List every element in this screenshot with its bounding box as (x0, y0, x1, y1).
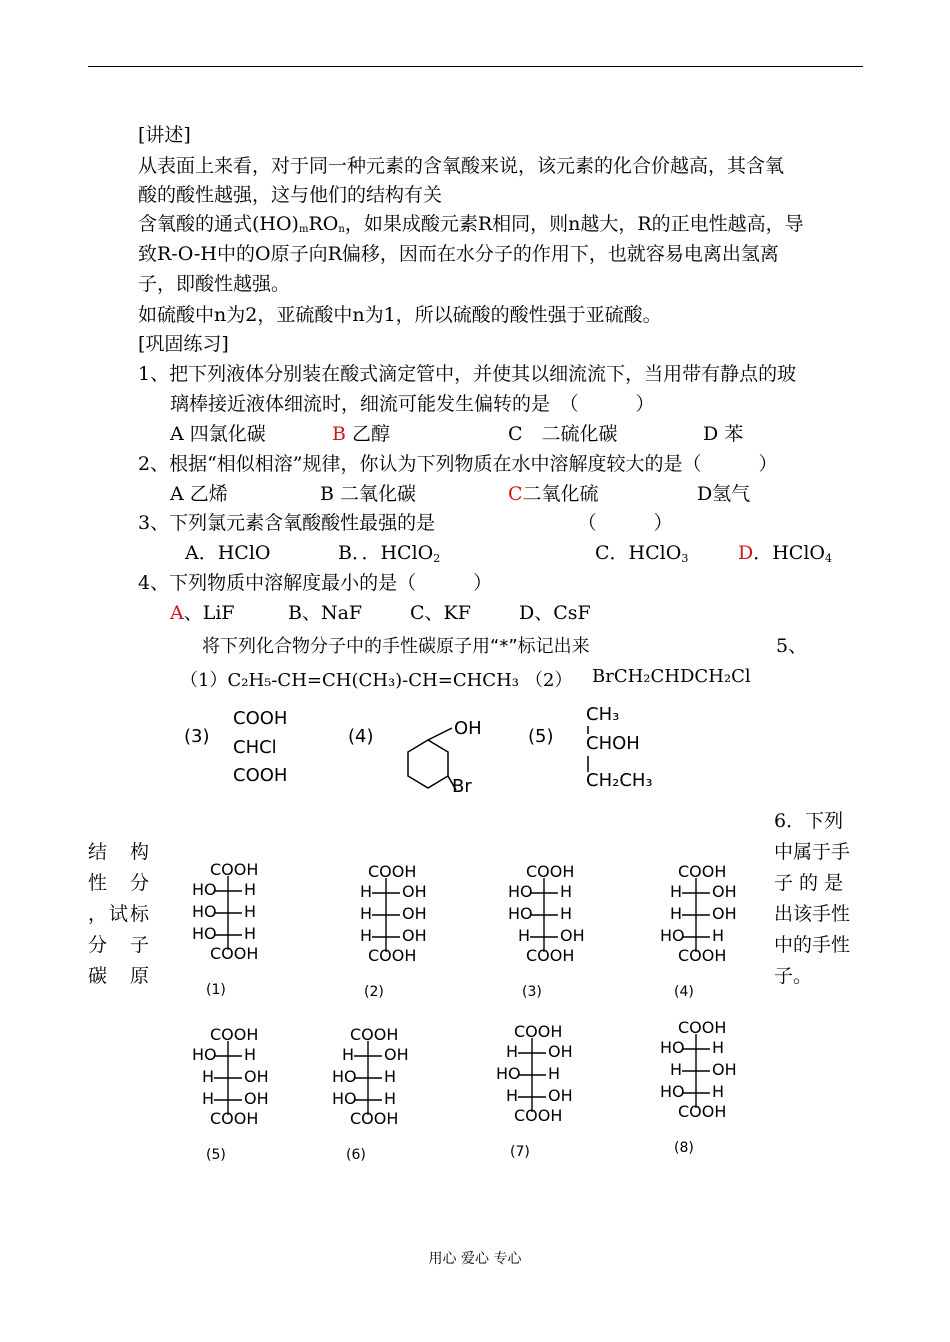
q5-compound-5-label: (5) (528, 726, 554, 747)
para2-part-c: ，如果成酸元素R相同，则n越大，R的正电性越高，导 (344, 213, 804, 235)
q1-option-b (332, 420, 390, 449)
q6-left-line: ，试标 (88, 903, 152, 925)
fischer-projection (482, 1022, 592, 1160)
q5-compound-2-label: （2） (525, 670, 573, 691)
q3-option-b-text: B．．HClO (338, 542, 434, 564)
fischer-right-group: H (712, 1082, 725, 1101)
fischer-left-group: HO (496, 1064, 521, 1083)
q4-option-d: D、CsF (519, 602, 591, 624)
para2-sub-n: n (338, 224, 345, 235)
q1-option-a: A 四氯化碳 (170, 423, 266, 445)
q4-option-c: C、KF (410, 602, 471, 624)
q5-compound-4-label: (4) (348, 726, 374, 747)
fischer-right-group: OH (560, 926, 585, 945)
q5-compound-3-top: COOH (233, 708, 288, 729)
q3-option-c (595, 539, 688, 573)
fischer-left-group: H (360, 904, 373, 923)
fischer-right-group: OH (712, 1060, 737, 1079)
fischer-right-group: OH (548, 1042, 573, 1061)
para2-line2: 致R-O-H中的O原子向R偏移，因而在水分子的作用下，也就容易电离出氢离 (138, 243, 779, 265)
q3-option-b-sub: 2 (433, 552, 441, 565)
fischer-top-group: COOH (514, 1022, 563, 1041)
fischer-top-group: COOH (678, 1018, 727, 1037)
q4-option-a (170, 599, 235, 628)
fischer-label: (1) (206, 982, 226, 998)
fischer-projection (178, 1025, 288, 1163)
q2-stem: 2、根据“相似相溶”规律，你认为下列物质在水中溶解度较大的是（ ） (138, 453, 778, 475)
fischer-left-group: HO (332, 1089, 357, 1108)
header-rule (88, 66, 863, 67)
q5-compound-3-mid: CHCl (233, 737, 277, 758)
fischer-left-group: HO (508, 904, 533, 923)
fischer-bottom-group: COOH (350, 1109, 399, 1128)
fischer-right-group: OH (402, 882, 427, 901)
fischer-left-group: H (670, 1060, 683, 1079)
q3-option-c-text: C．HClO (595, 542, 682, 564)
fischer-left-group: H (670, 904, 683, 923)
fischer-projection (318, 1025, 428, 1163)
fischer-top-group: COOH (350, 1025, 399, 1044)
q6-right-line: 中属于手 (774, 841, 851, 863)
para1-line1: 从表面上来看，对于同一种元素的含氧酸来说，该元素的化合价越高，其含氧 (138, 155, 785, 177)
q2-option-d: D氢气 (697, 483, 751, 505)
fischer-left-group: H (202, 1067, 215, 1086)
q2-option-c (508, 480, 599, 509)
q6-right-line: 出该手性 (774, 903, 851, 925)
fischer-left-group: HO (192, 924, 217, 943)
q3-option-d (738, 539, 832, 573)
q5-compound-2: BrCH₂CHDCH₂Cl (592, 666, 751, 687)
fischer-label: (7) (510, 1144, 530, 1160)
fischer-right-group: H (560, 904, 573, 923)
q3-option-d-sub: 4 (825, 552, 832, 565)
q6-right-line: 中的手性 (774, 934, 851, 956)
fischer-top-group: COOH (368, 862, 417, 881)
fischer-right-group: OH (244, 1089, 269, 1108)
q5-number: 5、 (776, 635, 808, 657)
fischer-left-group: H (360, 926, 373, 945)
fischer-label: (3) (522, 984, 542, 1000)
q3-option-a: A．HClO (185, 542, 271, 564)
fischer-left-group: HO (508, 882, 533, 901)
fischer-top-group: COOH (678, 862, 727, 881)
q6-right-line: 子。 (774, 965, 813, 987)
fischer-left-group: H (518, 926, 531, 945)
q3-option-c-sub: 3 (681, 552, 689, 565)
fischer-right-group: OH (402, 926, 427, 945)
fischer-left-group: H (202, 1089, 215, 1108)
fischer-top-group: COOH (526, 862, 575, 881)
q5-compound-4-br: Br (452, 776, 472, 797)
q5-title: 将下列化合物分子中的手性碳原子用“*”标记出来 (202, 636, 590, 657)
fischer-bottom-group: COOH (526, 946, 575, 965)
fischer-projection (494, 862, 604, 1000)
fischer-left-group: HO (192, 1045, 217, 1064)
q1-option-b-text: 乙醇 (345, 423, 391, 445)
q1-line2: 璃棒接近液体细流时，细流可能发生偏转的是 （ ） (170, 393, 655, 415)
fischer-left-group: H (670, 882, 683, 901)
q5-compound-4-oh: OH (454, 718, 482, 739)
para2-sub-m: m (298, 224, 309, 235)
q3-stem: 3、下列氯元素含氧酸酸性最强的是 （ ） (138, 512, 673, 534)
q3-answer-letter: D (738, 542, 754, 564)
fischer-left-group: H (342, 1045, 355, 1064)
section-practice-heading: [巩固练习] (138, 333, 229, 355)
fischer-top-group: COOH (210, 1025, 259, 1044)
fischer-right-group: OH (548, 1086, 573, 1105)
q4-option-a-text: 、LiF (183, 602, 235, 624)
q5-compound-5-bonds (585, 722, 591, 782)
fischer-left-group: H (360, 882, 373, 901)
fischer-label: (2) (364, 984, 384, 1000)
para3: 如硫酸中n为2，亚硫酸中n为1，所以硫酸的酸性强于亚硫酸。 (138, 304, 662, 326)
fischer-right-group: H (560, 882, 573, 901)
fischer-label: (8) (674, 1140, 694, 1156)
fischer-bottom-group: COOH (368, 946, 417, 965)
section-lecture-heading: [讲述] (138, 124, 191, 146)
para2-part-a: 含氧酸的通式(HO) (138, 213, 299, 235)
q6-left-line: 性 分 (88, 872, 152, 894)
q6-left-text (88, 837, 151, 992)
q4-answer-letter: A (170, 602, 184, 624)
q1-answer-letter: B (332, 423, 346, 445)
q1-option-d: D 苯 (703, 423, 744, 445)
q5-compound-3-label: (3) (184, 726, 210, 747)
fischer-projection (336, 862, 446, 1000)
fischer-left-group: HO (192, 902, 217, 921)
q6-left-line: 分 子 (88, 934, 152, 956)
page-footer: 用心 爱心 专心 (428, 1251, 522, 1267)
para2-part-b: RO (308, 213, 339, 235)
fischer-left-group: H (506, 1086, 519, 1105)
q5-compound-5-mid: CHOH (586, 733, 640, 754)
q2-answer-letter: C (508, 483, 523, 505)
para1-line2: 酸的酸性越强，这与他们的结构有关 (138, 184, 443, 206)
q5-figure (180, 630, 760, 800)
fischer-right-group: H (548, 1064, 561, 1083)
fischer-left-group: HO (660, 1082, 685, 1101)
q6-right-line: 子 的 是 (774, 872, 844, 894)
fischer-left-group: HO (660, 926, 685, 945)
q1-line1: 1、把下列液体分别装在酸式滴定管中，并使其以细流流下，当用带有静点的玻 (138, 363, 797, 385)
fischer-bottom-group: COOH (210, 944, 259, 963)
fischer-label: (6) (346, 1147, 366, 1163)
q6-left-line: 碳 原 (88, 965, 152, 987)
fischer-left-group: HO (192, 880, 217, 899)
q3-option-b (338, 539, 440, 573)
fischer-bottom-group: COOH (210, 1109, 259, 1128)
q5-compound-1: （1）C₂H₅-CH=CH(CH₃)-CH=CHCH₃ (180, 670, 519, 691)
fischer-right-group: OH (712, 882, 737, 901)
q6-right-text (774, 806, 850, 992)
fischer-right-group: H (244, 924, 257, 943)
fischer-bottom-group: COOH (678, 946, 727, 965)
fischer-bottom-group: COOH (678, 1102, 727, 1121)
q2-option-a: A 乙烯 (170, 483, 228, 505)
fischer-left-group: HO (332, 1067, 357, 1086)
q6-left-line: 结 构 (88, 841, 152, 863)
q1-option-c: C 二硫化碳 (508, 423, 618, 445)
q5-compound-5-top: CH₃ (586, 704, 620, 725)
para2-line3: 子，即酸性越强。 (138, 273, 291, 295)
q4-option-b: B、NaF (288, 602, 363, 624)
para2-line1 (138, 210, 804, 244)
fischer-left-group: H (506, 1042, 519, 1061)
fischer-right-group: H (384, 1067, 397, 1086)
fischer-projection (646, 862, 756, 1000)
fischer-right-group: OH (402, 904, 427, 923)
q2-option-c-text: 二氧化硫 (522, 483, 599, 505)
q5-compound-5-bottom: CH₂CH₃ (586, 770, 653, 791)
fischer-right-group: H (384, 1089, 397, 1108)
q5-compound-3-bottom: COOH (233, 765, 288, 786)
fischer-right-group: OH (712, 904, 737, 923)
fischer-projection (178, 860, 288, 998)
fischer-right-group: H (712, 1038, 725, 1057)
fischer-label: (5) (206, 1147, 226, 1163)
fischer-right-group: H (244, 1045, 257, 1064)
q2-option-b: B 二氧化碳 (320, 483, 417, 505)
fischer-right-group: H (244, 880, 257, 899)
fischer-right-group: H (244, 902, 257, 921)
q3-option-d-text: ．HClO (753, 542, 825, 564)
fischer-label: (4) (674, 984, 694, 1000)
fischer-right-group: OH (384, 1045, 409, 1064)
q6-right-line: 6．下列 (774, 810, 844, 832)
q4-stem: 4、下列物质中溶解度最小的是（ ） (138, 572, 493, 594)
fischer-right-group: OH (244, 1067, 269, 1086)
fischer-bottom-group: COOH (514, 1106, 563, 1125)
fischer-top-group: COOH (210, 860, 259, 879)
fischer-projection (646, 1018, 756, 1156)
fischer-right-group: H (712, 926, 725, 945)
fischer-left-group: HO (660, 1038, 685, 1057)
